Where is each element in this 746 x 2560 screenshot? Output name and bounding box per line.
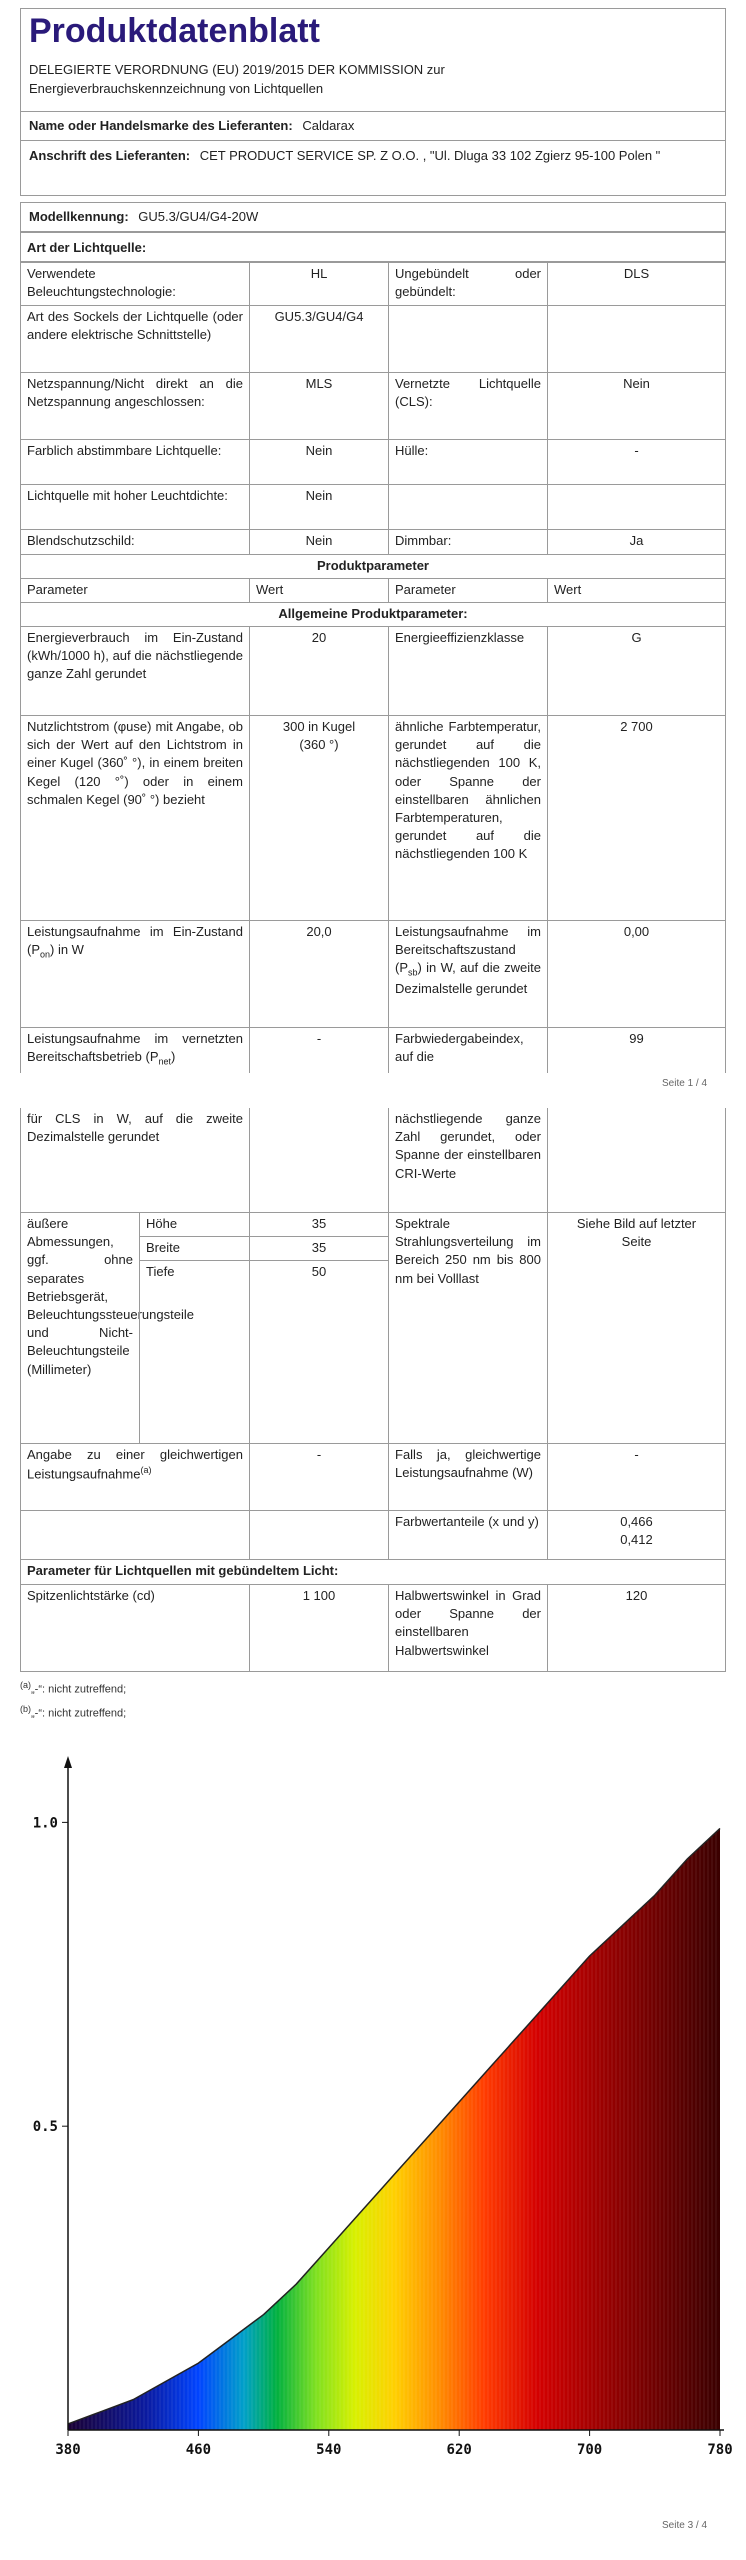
col-param-header-2: Parameter [388, 578, 548, 603]
pp-row1-value2: G [547, 626, 726, 716]
x-tick-label: 540 [316, 2442, 342, 2458]
ls-row4-label: Farblich abstimmbare Lichtquelle: [20, 439, 250, 485]
equiv-label [20, 1443, 250, 1511]
ls-row4-value2: - [547, 439, 726, 485]
ls-row1-label: Verwendete Beleuchtungstechnologie: [20, 262, 250, 306]
peak-label: Spitzenlichtstärke (cd) [20, 1584, 250, 1672]
chroma-empty-2 [249, 1510, 389, 1560]
pp-row3-sub2: sb [408, 967, 418, 978]
footnote-a [20, 1680, 126, 1696]
ls-row3-value2: Nein [547, 372, 726, 440]
page-1 [20, 8, 726, 1088]
model-row [20, 202, 726, 232]
ls-row6-label2: Dimmbar: [388, 529, 548, 555]
y-tick-label: 1.0 [32, 1815, 58, 1832]
footnote-b [20, 1704, 126, 1720]
ls-row4-label2: Hülle: [388, 439, 548, 485]
ls-row2-value: GU5.3/GU4/G4 [249, 305, 389, 373]
supplier-name-value: Caldarax [302, 118, 355, 133]
peak-value: 1 100 [249, 1584, 389, 1672]
ls-row3-label2: Vernetzte Lichtquelle (CLS): [388, 372, 548, 440]
supplier-address-row [20, 140, 726, 196]
chroma-x-value: 0,466 [620, 1514, 653, 1529]
col-param-header-1: Parameter [20, 578, 250, 603]
x-tick-label: 700 [576, 2442, 603, 2458]
pp-row3-label2-a: Leistungsaufnahme im Bereitschaftszustand (P [395, 924, 541, 976]
ls-row6-value: Nein [249, 529, 389, 555]
ls-row5-value: Nein [249, 484, 389, 530]
pp-row3-value2: 0,00 [547, 920, 726, 1028]
regulation-subtitle: DELEGIERTE VERORDNUNG (EU) 2019/2015 DER KOMMISSION zur Energieverbrauchskennzeichnung von Lichtquellen [29, 62, 445, 96]
light-source-heading: Art der Lichtquelle: [20, 232, 726, 262]
header-box [20, 8, 726, 112]
ls-row6-label: Blendschutzschild: [20, 529, 250, 555]
ls-row6-value2: Ja [547, 529, 726, 555]
pp-row4-label [20, 1027, 250, 1073]
footnote-a-mark: (a) [20, 1680, 31, 1690]
chroma-y-value: 0,412 [620, 1532, 653, 1548]
pp-row3-label-a: Leistungsaufnahme im Ein-Zustand (P [27, 924, 243, 958]
dims-width-label: Breite [139, 1236, 250, 1261]
beam-label: Halbwertswinkel in Grad oder Spanne der einstellbaren Halbwertswinkel [388, 1584, 548, 1672]
spectral-value: Siehe Bild auf letzter Seite [547, 1212, 726, 1444]
page-2 [20, 1108, 726, 1748]
page-3-footer: Seite 3 / 4 [662, 2520, 708, 2531]
pp-row1-label2: Energieeffizienzklasse [388, 626, 548, 716]
dims-label: äußere Abmessungen, ggf. ohne separates Betriebsgerät, Beleuchtungssteuerungsteile und Nicht-Beleuchtungsteile (Millimeter) [20, 1212, 140, 1444]
y-tick-label: 0.5 [32, 2119, 58, 2136]
dims-depth-label: Tiefe [139, 1260, 250, 1444]
equiv-right-value: - [547, 1443, 726, 1511]
ls-row5-label: Lichtquelle mit hoher Leuchtdichte: [20, 484, 250, 530]
ls-row2-label2 [388, 305, 548, 373]
supplier-address-value: CET PRODUCT SERVICE SP. Z O.O. , "Ul. Dluga 33 102 Zgierz 95-100 Polen " [199, 148, 661, 163]
pp-row1-label: Energieverbrauch im Ein-Zustand (kWh/1000 h), auf die nächstliegende ganze Zahl gerundet [20, 626, 250, 716]
chroma-label: Farbwertanteile (x und y) [388, 1510, 548, 1560]
pp-row3-sub: on [40, 949, 51, 960]
chroma-values [547, 1510, 726, 1560]
pp-row3-label [20, 920, 250, 1028]
x-tick-label: 620 [446, 2442, 472, 2458]
pp-row4-value: - [249, 1027, 389, 1073]
pp-row3-label2-b: ) in W, auf die zweite Dezimalstelle gerundet [395, 960, 541, 996]
pp-row4-cont-value [249, 1108, 389, 1213]
ls-row2-value2 [547, 305, 726, 373]
pp-row4-cont-left: für CLS in W, auf die zweite Dezimalstelle gerundet [20, 1108, 250, 1213]
ls-row3-value: MLS [249, 372, 389, 440]
beam-value: 120 [547, 1584, 726, 1672]
equiv-label-text: Angabe zu einer gleichwertigen Leistungsaufnahme [27, 1447, 243, 1482]
y-axis-arrow [64, 1756, 72, 1768]
ls-row3-label: Netzspannung/Nicht direkt an die Netzspannung angeschlossen: [20, 372, 250, 440]
ls-row1-value2: DLS [547, 262, 726, 306]
ls-row1-value: HL [249, 262, 389, 306]
page-title: Produktdatenblatt [29, 12, 320, 50]
equiv-right-label: Falls ja, gleichwertige Leistungsaufnahme (W) [388, 1443, 548, 1511]
ls-row4-value: Nein [249, 439, 389, 485]
col-value-header-1: Wert [249, 578, 389, 603]
pp-row2-value2: 2 700 [547, 715, 726, 921]
supplier-name-label: Name oder Handelsmarke des Lieferanten: [29, 118, 293, 133]
pp-row3-label2 [388, 920, 548, 1028]
ls-row1-label2: Ungebündelt oder gebündelt: [388, 262, 548, 306]
footnote-b-mark: (b) [20, 1704, 31, 1714]
pp-row4-label2: Farbwiedergabeindex, auf die [388, 1027, 548, 1073]
spectral-distribution-chart [0, 1740, 746, 2540]
ls-row2-label: Art des Sockels der Lichtquelle (oder andere elektrische Schnittstelle) [20, 305, 250, 373]
dims-width-value: 35 [249, 1236, 389, 1261]
equiv-value: - [249, 1443, 389, 1511]
ls-row5-value2 [547, 484, 726, 530]
footnote-a-text: „-“: nicht zutreffend; [31, 1683, 127, 1696]
chart-plot-area [33, 1756, 733, 2458]
dims-height-label: Höhe [139, 1212, 250, 1237]
pp-row4-sub: net [158, 1056, 172, 1067]
pp-row3-label-b: ) in W [50, 942, 84, 958]
pp-row4-cont-right-value [547, 1108, 726, 1213]
equiv-label-sup: (a) [140, 1465, 152, 1476]
pp-row2-value: 300 in Kugel (360 °) [249, 715, 389, 921]
dims-height-value: 35 [249, 1212, 389, 1237]
directional-heading: Parameter für Lichtquellen mit gebündeltem Licht: [20, 1559, 726, 1585]
pp-row3-value: 20,0 [249, 920, 389, 1028]
chroma-empty-1 [20, 1510, 250, 1560]
pp-row1-value: 20 [249, 626, 389, 716]
supplier-address-label: Anschrift des Lieferanten: [29, 148, 191, 163]
x-tick-label: 380 [55, 2442, 81, 2458]
pp-row4-label-a: Leistungsaufnahme im vernetzten Bereitschaftsbetrieb (P [27, 1031, 243, 1065]
model-value: GU5.3/GU4/G4-20W [138, 209, 259, 224]
dims-depth-value: 50 [249, 1260, 389, 1444]
pp-row4-cont-right: nächstliegende ganze Zahl gerundet, oder Spanne der einstellbaren CRI-Werte [388, 1108, 548, 1213]
supplier-name-row [20, 111, 726, 141]
col-value-header-2: Wert [547, 578, 726, 603]
pp-row2-label: Nutzlichtstrom (φuse) mit Angabe, ob sich der Wert auf den Lichtstrom in einer Kugel (360˚ °), in einem breiten Kegel (120 °˚) oder in einem schmalen Kegel (90˚ °) bezieht [20, 715, 250, 921]
model-label: Modellkennung: [29, 209, 129, 224]
general-params-heading: Allgemeine Produktparameter: [20, 602, 726, 627]
x-tick-label: 780 [707, 2442, 733, 2458]
ls-row5-label2 [388, 484, 548, 530]
pp-row2-label2: ähnliche Farbtemperatur, gerundet auf die nächstliegenden 100 K, oder Spanne der einstellbaren ähnlichen Farbtemperaturen, gerundet auf die nächstliegenden 100 K [388, 715, 548, 921]
product-params-heading: Produktparameter [20, 554, 726, 579]
x-tick-label: 460 [185, 2442, 212, 2458]
footnote-b-text: „-“: nicht zutreffend; [31, 1707, 127, 1720]
pp-row4-label-b: ) [171, 1049, 176, 1065]
spectral-label: Spektrale Strahlungsverteilung im Bereich 250 nm bis 800 nm bei Volllast [388, 1212, 548, 1444]
pp-row4-value2: 99 [547, 1027, 726, 1073]
page-1-footer: Seite 1 / 4 [662, 1078, 708, 1089]
